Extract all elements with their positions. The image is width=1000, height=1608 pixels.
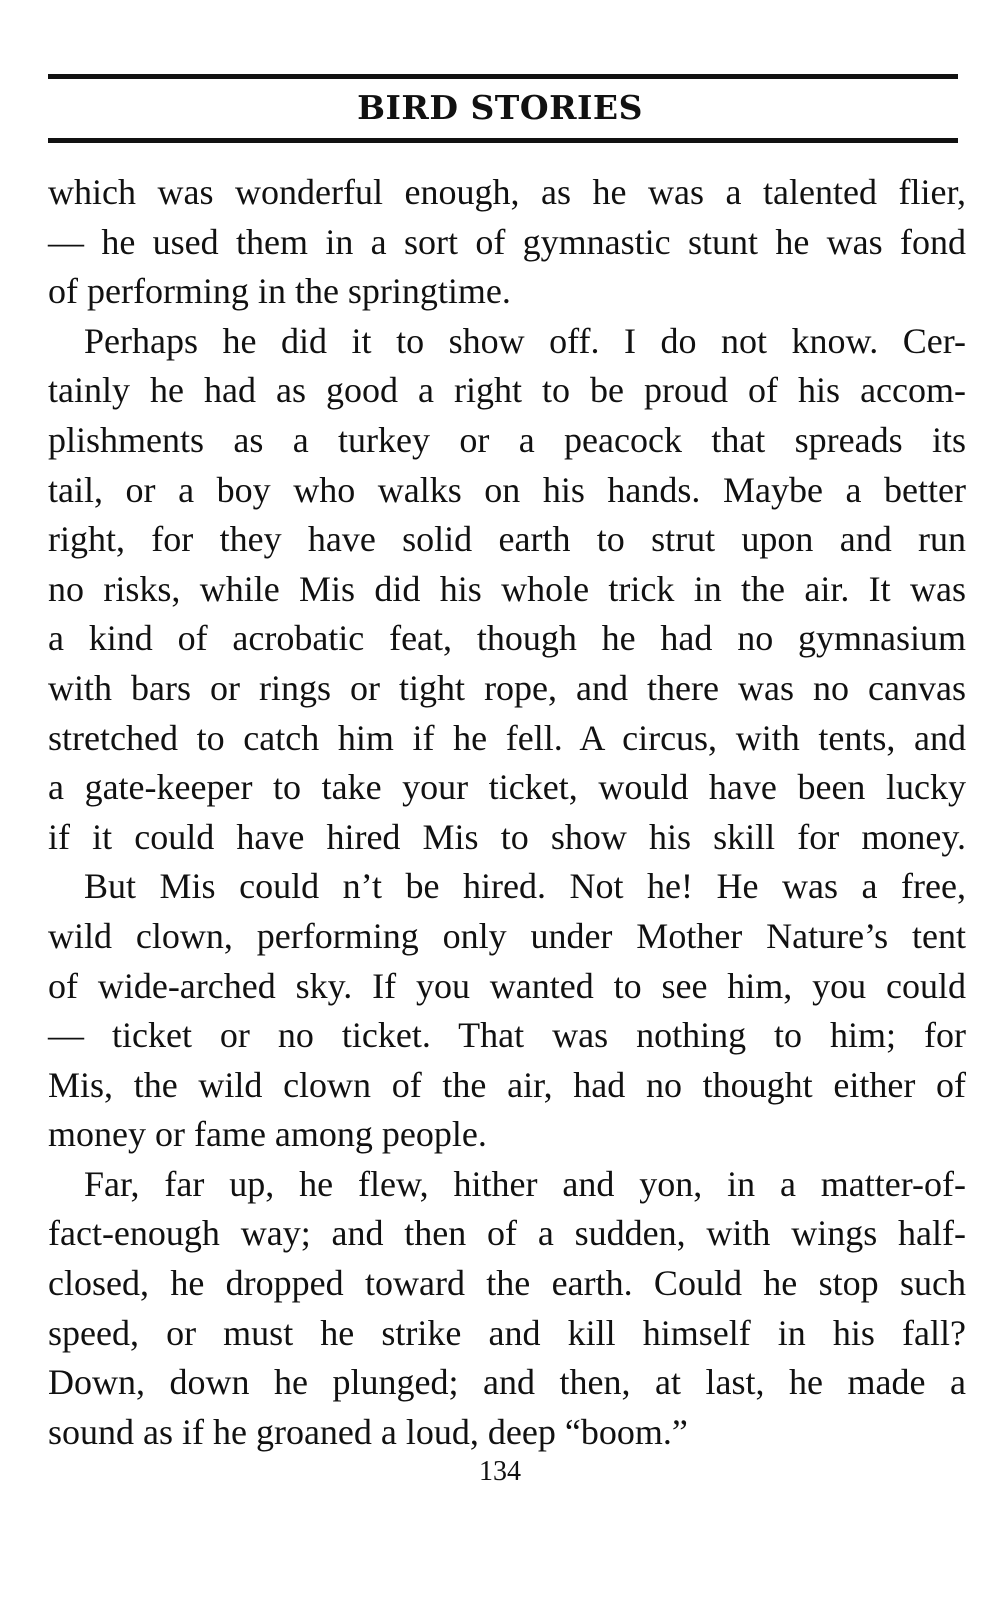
text-line: wild clown, performing only under Mother Nature’s tent xyxy=(48,915,966,956)
text-line: money or fame among people. xyxy=(48,1114,487,1155)
text-line: a gate-keeper to take your ticket, would have been lucky xyxy=(48,767,966,808)
text-line: which was wonderful enough, as he was a talented flier, xyxy=(48,172,966,212)
text-line: a kind of acrobatic feat, though he had no gymnasium xyxy=(48,618,966,659)
text-line: stretched to catch him if he fell. A circus, with tents, and xyxy=(48,717,966,758)
text-line: right, for they have solid earth to strut upon and run xyxy=(48,519,966,560)
text-line: sound as if he groaned a loud, deep “boom.” xyxy=(48,1411,688,1452)
text-line: tail, or a boy who walks on his hands. Maybe a better xyxy=(48,469,966,510)
text-line: Down, down he plunged; and then, at last, he made a xyxy=(48,1362,966,1403)
text-line: if it could have hired Mis to show his skill for money. xyxy=(48,816,966,857)
page-number: 134 xyxy=(479,1456,521,1487)
paragraph-start-line: But Mis could n’t be hired. Not he! He was a free, xyxy=(84,866,966,907)
body-text xyxy=(48,168,966,1457)
paragraph-start-line: Far, far up, he flew, hither and yon, in a matter-of- xyxy=(84,1163,966,1204)
header-bottom-rule xyxy=(48,138,958,143)
header-top-rule xyxy=(48,74,958,79)
text-line: — he used them in a sort of gymnastic stunt he was fond xyxy=(48,221,966,262)
text-line: tainly he had as good a right to be proud of his accom- xyxy=(48,370,966,411)
text-line: speed, or must he strike and kill himself in his fall? xyxy=(48,1312,966,1353)
text-line: plishments as a turkey or a peacock that spreads its xyxy=(48,419,966,460)
text-line: closed, he dropped toward the earth. Could he stop such xyxy=(48,1263,966,1304)
text-line: fact-enough way; and then of a sudden, with wings half- xyxy=(48,1213,966,1254)
text-line: of wide-arched sky. If you wanted to see him, you could xyxy=(48,965,966,1006)
text-line: Mis, the wild clown of the air, had no thought either of xyxy=(48,1064,966,1105)
text-line: of performing in the springtime. xyxy=(48,271,511,312)
running-head-title: BIRD STORIES xyxy=(357,88,643,127)
text-line: — ticket or no ticket. That was nothing to him; for xyxy=(48,1015,966,1056)
paragraph-start-line: Perhaps he did it to show off. I do not know. Cer- xyxy=(84,320,966,361)
text-line: no risks, while Mis did his whole trick in the air. It was xyxy=(48,568,966,609)
text-line: with bars or rings or tight rope, and there was no canvas xyxy=(48,667,966,708)
